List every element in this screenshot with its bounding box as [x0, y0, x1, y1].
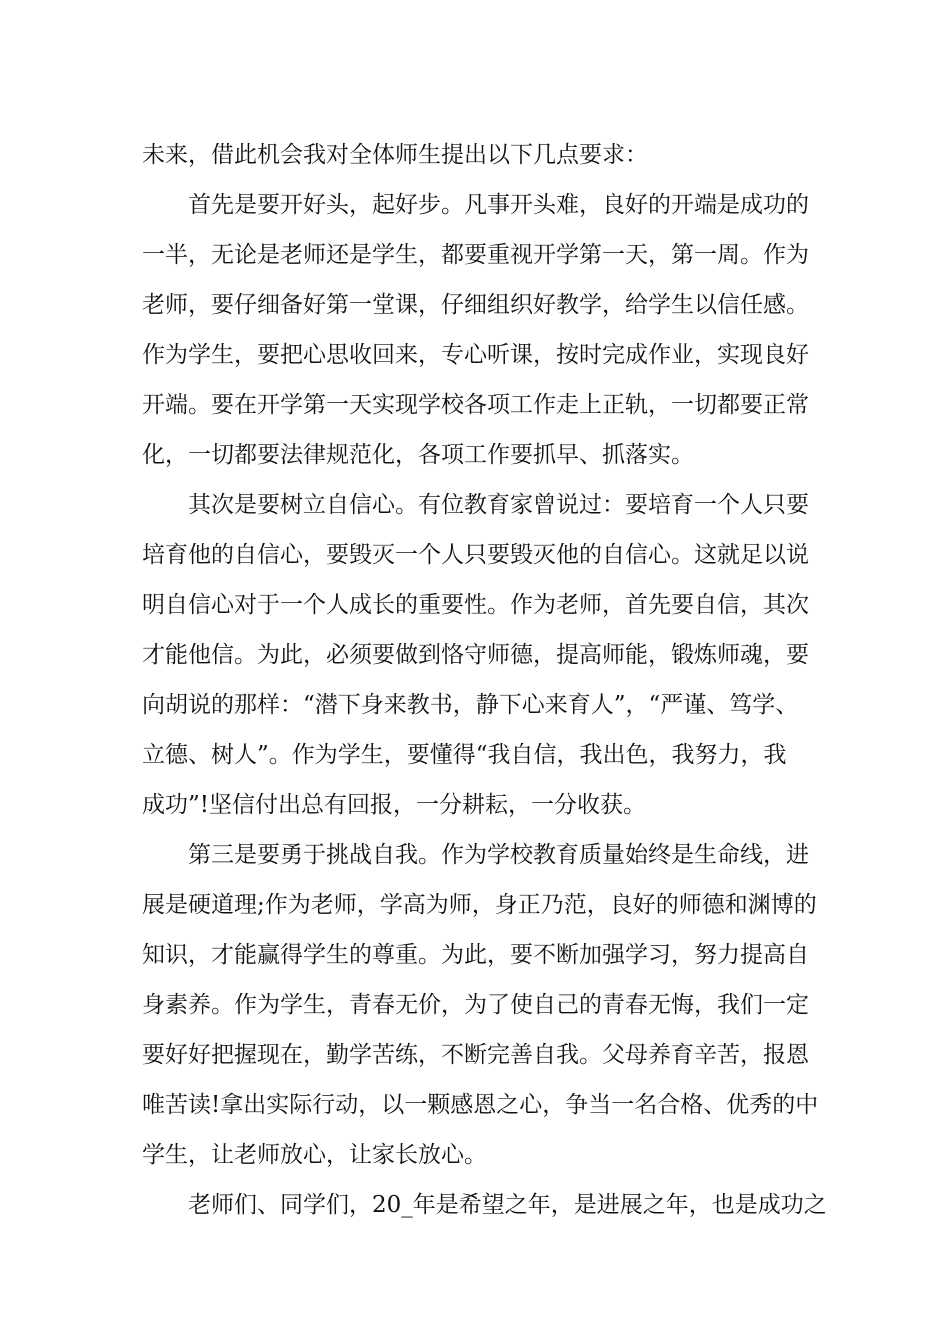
text-line: 未来，借此机会我对全体师生提出以下几点要求： [142, 142, 648, 168]
text-line: 展是硬道理;作为老师，学高为师，身正乃范，良好的师德和渊博的 [142, 892, 817, 918]
text-line: 成功”!坚信付出总有回报，一分耕耘，一分收获。 [142, 792, 647, 818]
text-line: 学生，让老师放心，让家长放心。 [142, 1142, 487, 1168]
text-line: 老师，要仔细备好第一堂课，仔细组织好教学，给学生以信任感。 [142, 292, 809, 318]
text-line: 开端。要在开学第一天实现学校各项工作走上正轨，一切都要正常 [142, 392, 809, 418]
text-line: 作为学生，要把心思收回来，专心听课，按时完成作业，实现良好 [142, 342, 809, 368]
text-line: 向胡说的那样：“潜下身来教书，静下心来育人”，“严谨、笃学、 [142, 692, 799, 718]
text-line: 唯苦读!拿出实际行动，以一颗感恩之心，争当一名合格、优秀的中 [142, 1092, 819, 1118]
text-line: 化，一切都要法律规范化，各项工作要抓早、抓落实。 [142, 442, 694, 468]
text-line: 培育他的自信心，要毁灭一个人只要毁灭他的自信心。这就足以说 [142, 542, 809, 568]
text-line: 其次是要树立自信心。有位教育家曾说过：要培育一个人只要 [188, 492, 809, 518]
text-line: 才能他信。为此，必须要做到恪守师德，提高师能，锻炼师魂，要 [142, 642, 809, 668]
text-line: 首先是要开好头，起好步。凡事开头难，良好的开端是成功的 [188, 192, 809, 218]
text-line: 明自信心对于一个人成长的重要性。作为老师，首先要自信，其次 [142, 592, 809, 618]
text-line: 老师们、同学们，20_年是希望之年，是进展之年，也是成功之 [188, 1192, 827, 1218]
text-line: 立德、树人”。作为学生，要懂得“我自信，我出色，我努力，我 [142, 742, 787, 768]
text-line: 身素养。作为学生，青春无价，为了使自己的青春无悔，我们一定 [142, 992, 809, 1018]
text-line: 第三是要勇于挑战自我。作为学校教育质量始终是生命线，进 [188, 842, 809, 868]
text-line: 知识，才能赢得学生的尊重。为此，要不断加强学习，努力提高自 [142, 942, 809, 968]
document-body [142, 130, 842, 1230]
text-line: 一半，无论是老师还是学生，都要重视开学第一天，第一周。作为 [142, 242, 809, 268]
text-line: 要好好把握现在，勤学苦练，不断完善自我。父母养育辛苦，报恩 [142, 1042, 809, 1068]
